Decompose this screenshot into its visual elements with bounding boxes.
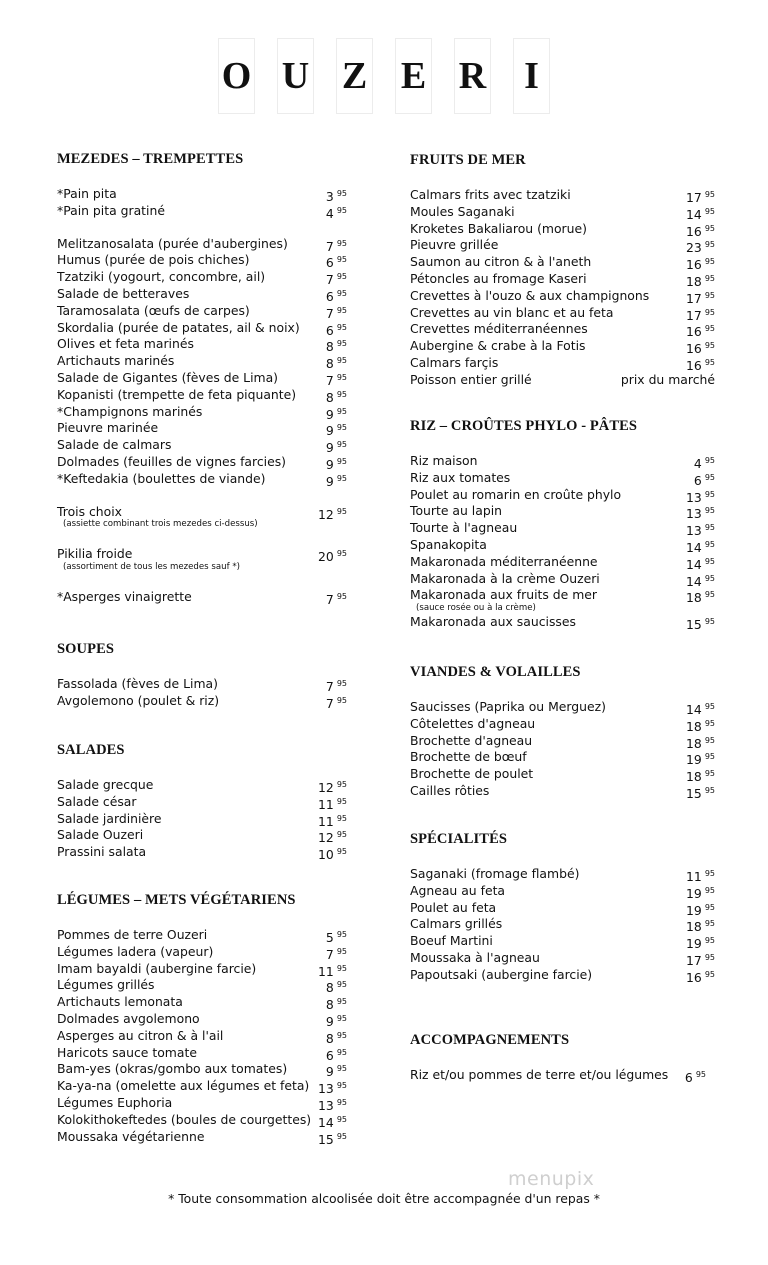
item-price: 15 $^{95}$ [686,785,715,801]
menu-item [410,933,715,950]
item-name: *Pain pita gratiné [57,202,165,218]
item-name: Aubergine & crabe à la Fotis [410,338,586,354]
menu-item [410,900,715,917]
menu-item [57,1045,347,1062]
item-name: Olives et feta marinés [57,336,194,352]
item-name: Riz maison [410,453,478,468]
item-name: Makaronada méditerranéenne [410,553,598,569]
menu-item [57,589,347,606]
item-name: Melitzanosalata (purée d'aubergines) [57,235,288,251]
section-title: FRUITS DE MER [410,152,526,168]
item-name: Agneau au feta [410,882,506,898]
item-name: Pétoncles au fromage Kaseri [410,270,587,286]
item-price: 14 $^{95}$ [686,539,715,555]
item-price: 9 $^{95}$ [325,423,347,439]
menu-item [410,866,715,883]
item-price: 14 $^{95}$ [318,1114,347,1130]
item-name: Fassolada (fèves de Lima) [57,676,218,691]
item-price: 6 $^{95}$ [325,255,347,271]
item-name: Cailles rôties [410,782,490,798]
item-name: Salade Ouzeri [57,827,144,843]
item-name: Pieuvre marinée [57,420,159,436]
item-name: Asperges au citron & à l'ail [57,1027,224,1043]
item-name: Pieuvre grillée [410,237,499,253]
menu-item [410,305,715,322]
item-name: Salade jardinière [57,810,162,826]
item-name: Makaronada aux saucisses [410,614,576,630]
menu-item [410,916,715,933]
item-name: Pikilia froide [57,546,133,562]
menu-item [410,967,715,984]
item-note: (sauce rosée ou à la crème) [416,603,536,614]
section-title: ACCOMPAGNEMENTS [410,1032,570,1048]
item-name: Riz et/ou pommes de terre et/ou légumes [410,1067,669,1082]
item-name: Brochette d'agneau [410,732,533,748]
item-price: 13 $^{95}$ [686,506,715,522]
item-name: Crevettes à l'ouzo & aux champignons [410,287,650,303]
watermark: menupix [508,1168,595,1190]
item-name: Tourte à l'agneau [410,520,518,536]
item-price: 7 $^{95}$ [325,372,347,388]
item-price: 15 $^{95}$ [686,617,715,633]
item-name: Pommes de terre Ouzeri [57,927,208,942]
menu-item [410,453,715,470]
item-price: 5 $^{95}$ [325,930,347,945]
menu-item [57,844,347,861]
item-note: (assiette combinant trois mezedes ci-dessus) [63,519,258,530]
item-name: Humus (purée de pois chiches) [57,252,250,268]
item-name: Tourte au lapin [410,503,502,519]
item-price: 8 $^{95}$ [325,389,347,405]
item-name: Brochette de poulet [410,766,534,782]
menu-item [410,716,715,733]
item-name: Crevettes au vin blanc et au feta [410,304,614,320]
menu-item [57,994,347,1011]
item-price: 18 $^{95}$ [686,590,715,606]
menu-item [410,487,715,504]
item-name: Poisson entier grillé [410,371,532,387]
menu-item [410,1067,706,1084]
menu-item [410,766,715,783]
item-price: 16 $^{95}$ [686,257,715,273]
item-list [57,676,347,710]
item-price: 14 $^{95}$ [686,573,715,589]
item-name: Haricots sauce tomate [57,1044,197,1060]
item-price: 18 $^{95}$ [686,273,715,289]
item-price: 10 $^{95}$ [318,847,347,863]
item-list [57,777,347,861]
item-list [410,187,715,372]
item-name: Riz aux tomates [410,469,511,485]
menu-item [57,353,347,370]
item-name: Papoutsaki (aubergine farcie) [410,966,593,982]
menu-item [57,1095,347,1112]
section-title: RIZ – CROÛTES PHYLO - PÂTES [410,418,638,434]
item-price: 18 $^{95}$ [686,735,715,751]
item-list [57,927,347,1145]
item-name: Légumes ladera (vapeur) [57,943,214,959]
section-title: SPÉCIALITÉS [410,831,507,847]
item-name: Salade de betteraves [57,285,190,301]
item-name: Dolmades avgolemono [57,1010,200,1026]
item-price: 7 $^{95}$ [325,305,347,321]
item-price: 9 $^{95}$ [325,1064,347,1080]
item-price: 16 $^{95}$ [686,969,715,985]
section-viandes [410,663,715,800]
menu-item [410,699,715,716]
item-name: Calmars grillés [410,916,503,932]
menu-item [57,777,347,794]
item-name: Salade grecque [57,777,154,792]
section-salades [57,741,347,861]
item-price: 6 $^{95}$ [325,288,347,304]
menu-item [57,471,347,488]
item-price: 17 $^{95}$ [686,290,715,306]
item-price: 19 $^{95}$ [686,885,715,901]
section-soupes [57,640,347,710]
menu-item [57,927,347,944]
menu-item [57,944,347,961]
menu-item [57,977,347,994]
item-name: Artichauts lemonata [57,994,183,1010]
item-price: 11 $^{95}$ [318,813,347,829]
menu-item [410,187,715,204]
item-price: 17 $^{95}$ [686,190,715,205]
section-title: MEZEDES – TREMPETTES [57,151,244,167]
item-name: Saganaki (fromage flambé) [410,866,580,881]
item-price: 11 $^{95}$ [318,963,347,979]
title-letter: E [395,38,432,114]
item-name: Brochette de bœuf [410,749,527,765]
item-price: 14 $^{95}$ [686,206,715,222]
item-price: 18 $^{95}$ [686,919,715,935]
item-name: Moussaka à l'agneau [410,949,540,965]
menu-item [410,470,715,487]
item-name: Skordalia (purée de patates, ail & noix) [57,319,300,335]
section-fruits-de-mer [410,151,715,389]
item-price: 7 $^{95}$ [325,238,347,254]
menu-item [57,236,347,253]
section-accompagnements [410,1031,715,1084]
section-legumes [57,891,347,1145]
menu-item [57,186,347,203]
item-price: 11 $^{95}$ [686,869,715,884]
item-price: 16 $^{95}$ [686,341,715,357]
item-name: Tzatziki (yogourt, concombre, ail) [57,269,266,285]
menu-item [410,271,715,288]
menu-item [57,1011,347,1028]
item-price: 11 $^{95}$ [318,796,347,812]
item-price: 3 $^{95}$ [325,189,347,204]
menu-item [410,288,715,305]
item-name: *Keftedakia (boulettes de viande) [57,470,266,486]
item-price: 4 $^{95}$ [325,205,347,221]
item-price: 13 $^{95}$ [686,523,715,539]
section-specialites [410,830,715,984]
menu-item [410,321,715,338]
menu-item [410,783,715,800]
item-name: Boeuf Martini [410,933,493,949]
restaurant-title [218,38,550,114]
item-name: Avgolemono (poulet & riz) [57,692,220,708]
menu-item [410,372,715,389]
item-price: 19 $^{95}$ [686,902,715,918]
menu-item [410,571,715,588]
section-title: SOUPES [57,641,115,657]
item-price: 6 $^{95}$ [325,322,347,338]
item-name: Calmars frits avec tzatziki [410,187,571,202]
item-name: *Asperges vinaigrette [57,589,192,605]
item-price: 16 $^{95}$ [686,357,715,373]
section-title: LÉGUMES – METS VÉGÉTARIENS [57,892,296,908]
menu-item [410,587,715,604]
item-name: Calmars farçis [410,354,499,370]
item-price: 7 $^{95}$ [325,695,347,711]
footer-note: * Toute consommation alcoolisée doit être accompagnée d'un repas * [168,1191,600,1206]
item-price: 6 $^{95}$ [325,1047,347,1063]
title-letter: U [277,38,314,114]
item-price: 12 $^{95}$ [318,780,347,795]
item-name: Poulet au romarin en croûte phylo [410,486,622,502]
item-name: Makaronada aux fruits de mer [410,587,598,603]
item-price: 17 $^{95}$ [686,307,715,323]
item-price: 12 $^{95}$ [318,506,347,522]
item-price: 8 $^{95}$ [325,1030,347,1046]
menu-item [57,1061,347,1078]
item-price: 16 $^{95}$ [686,223,715,239]
item-name: Moules Saganaki [410,203,515,219]
menu-item [57,546,347,563]
menu-item [57,693,347,710]
menu-item [57,454,347,471]
section-title: VIANDES & VOLAILLES [410,664,581,680]
item-price: prix du marché [620,371,715,387]
menu-item [410,537,715,554]
item-price: 8 $^{95}$ [325,356,347,372]
item-price: 15 $^{95}$ [318,1131,347,1147]
item-price: 18 $^{95}$ [686,718,715,734]
item-name: Salade de calmars [57,437,172,453]
item-price: 17 $^{95}$ [686,952,715,968]
item-price: 19 $^{95}$ [686,752,715,768]
menu-item [57,1078,347,1095]
menu-item [57,420,347,437]
item-price: 13 $^{95}$ [318,1097,347,1113]
menu-item [57,203,347,220]
menu-item [57,252,347,269]
item-name: Artichauts marinés [57,353,175,369]
item-name: Imam bayaldi (aubergine farcie) [57,960,257,976]
menu-item [410,503,715,520]
item-name: Prassini salata [57,844,147,860]
menu-item [410,883,715,900]
item-name: Poulet au feta [410,899,497,915]
item-list [410,866,715,984]
item-name: Dolmades (feuilles de vignes farcies) [57,453,287,469]
menu-item [410,733,715,750]
title-letter: I [513,38,550,114]
item-list [57,186,347,220]
menu-item [57,303,347,320]
menu-item [57,404,347,421]
item-price: 7 $^{95}$ [325,679,347,694]
item-price: 9 $^{95}$ [325,440,347,456]
item-name: Salade de Gigantes (fèves de Lima) [57,369,279,385]
menu-item [57,437,347,454]
item-price: 16 $^{95}$ [686,324,715,340]
item-price: 7 $^{95}$ [325,592,347,608]
menu-item [57,504,347,521]
item-price: 23 $^{95}$ [686,240,715,256]
item-list [410,453,715,587]
title-letter: O [218,38,255,114]
item-name: Makaronada à la crème Ouzeri [410,570,600,586]
item-price: 13 $^{95}$ [686,489,715,505]
menu-item [410,749,715,766]
item-name: *Pain pita [57,186,117,201]
menu-item [57,269,347,286]
menu-item [57,286,347,303]
menu-item [57,336,347,353]
item-name: Saucisses (Paprika ou Merguez) [410,699,606,714]
item-name: Salade césar [57,793,137,809]
item-price: 9 $^{95}$ [325,473,347,489]
item-name: Spanakopita [410,536,487,552]
menu-item [57,387,347,404]
item-list [57,236,347,488]
menu-item [410,221,715,238]
section-riz [410,417,715,631]
title-letter: R [454,38,491,114]
menu-item [410,204,715,221]
title-letter: Z [336,38,373,114]
item-price: 8 $^{95}$ [325,997,347,1013]
menu-item [410,355,715,372]
menu-item [410,237,715,254]
item-name: Légumes Euphoria [57,1094,173,1110]
menu-item [57,811,347,828]
item-list [410,1067,706,1084]
menu-item [57,961,347,978]
item-price: 14 $^{95}$ [686,556,715,572]
menu-item [410,338,715,355]
item-name: Kroketes Bakaliarou (morue) [410,220,587,236]
item-name: Bam-yes (okras/gombo aux tomates) [57,1061,288,1077]
item-name: Moussaka végétarienne [57,1128,205,1144]
item-name: Kopanisti (trempette de feta piquante) [57,386,297,402]
item-price: 19 $^{95}$ [686,936,715,952]
menu-item [410,950,715,967]
item-name: Crevettes méditerranéennes [410,321,588,337]
item-price: 6 $^{95}$ [693,472,715,488]
item-name: Ka-ya-na (omelette aux légumes et feta) [57,1078,310,1094]
item-price: 9 $^{95}$ [325,1013,347,1029]
menu-item [410,520,715,537]
item-list [410,699,715,800]
item-note: (assortiment de tous les mezedes sauf *) [63,562,240,573]
item-price: 8 $^{95}$ [325,339,347,355]
item-price: 7 $^{95}$ [325,272,347,288]
item-name: Côtelettes d'agneau [410,715,536,731]
menu-item [57,794,347,811]
item-price: 14 $^{95}$ [686,702,715,717]
section-title: SALADES [57,742,125,758]
item-name: Kolokithokeftedes (boules de courgettes) [57,1111,312,1127]
item-name: Taramosalata (œufs de carpes) [57,302,250,318]
menu-item [410,554,715,571]
item-price: 20 $^{95}$ [318,549,347,565]
section-mezedes [57,150,347,606]
item-price: 9 $^{95}$ [325,456,347,472]
item-name: Saumon au citron & à l'aneth [410,254,592,270]
menu-item [57,320,347,337]
menu-item [57,1028,347,1045]
item-price: 13 $^{95}$ [318,1081,347,1097]
item-price: 6 $^{95}$ [684,1070,706,1085]
item-price: 4 $^{95}$ [693,456,715,471]
menu-item [57,1112,347,1129]
item-name: Légumes grillés [57,977,155,993]
menu-item [57,1129,347,1146]
menu-item [57,370,347,387]
item-price: 12 $^{95}$ [318,830,347,846]
item-price: 8 $^{95}$ [325,980,347,996]
item-price: 7 $^{95}$ [325,946,347,962]
menu-item [410,614,715,631]
item-price: 18 $^{95}$ [686,769,715,785]
item-price: 9 $^{95}$ [325,406,347,422]
item-name: *Champignons marinés [57,403,203,419]
menu-item [410,254,715,271]
menu-item [57,827,347,844]
item-name: Trois choix [57,503,123,519]
menu-item [57,676,347,693]
